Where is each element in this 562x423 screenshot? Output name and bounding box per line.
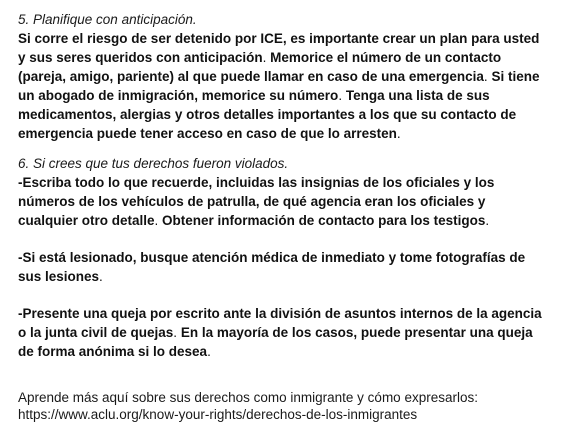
spacer [18, 361, 548, 389]
footer-url-link[interactable]: https://www.aclu.org/know-your-rights/derechos-de-los-inmigrantes [18, 407, 418, 422]
section-6-heading: 6. Si crees que tus derechos fueron violados. [18, 156, 289, 171]
bold-text-segment: Memorice el número de un contacto (pareja, amigo, pariente) al que puede llamar en caso de una emergencia [18, 50, 502, 84]
regular-text-segment: . [173, 325, 181, 340]
regular-text-segment: . [99, 269, 103, 284]
spacer [18, 230, 548, 248]
bold-text-segment: -Presente una queja por escrito ante la división de asuntos internos de la agencia o la junta civil de quejas [18, 306, 542, 340]
footer-line-1: Aprende más aquí sobre sus derechos como inmigrante y cómo expresarlos: [18, 390, 478, 405]
regular-text-segment: . [154, 213, 163, 228]
bold-text-segment: -Escriba todo lo que recuerde, incluidas las insignias de los oficiales y los números de los vehículos de patrulla, de qué agencia eran los oficiales y cualquier otro detalle [18, 175, 495, 228]
regular-text-segment: . [485, 213, 490, 228]
bold-text-segment: Si corre el riesgo de ser detenido por ICE, es importante crear un plan para usted y sus seres queridos con anticipación [18, 31, 540, 65]
regular-text-segment: . [262, 50, 271, 65]
bold-text-segment: Tenga una lista de sus medicamentos, alergias y otros detalles importantes a los que su contacto de emergencia puede tener acceso en caso de que lo arresten [18, 88, 517, 141]
bold-text-segment: -Si está lesionado, busque atención médica de inmediato y tome fotografías de sus lesiones [18, 250, 526, 284]
regular-text-segment: . [483, 69, 492, 84]
regular-text-segment: . [207, 344, 211, 359]
document-page [18, 11, 548, 423]
regular-text-segment: . [338, 88, 346, 103]
bold-text-segment: Obtener información de contacto para los testigos [162, 213, 486, 228]
regular-text-segment: . [396, 126, 401, 141]
section-5-paragraph [18, 29, 548, 143]
section-6-paragraph-2 [18, 248, 548, 286]
section-6-paragraph-1 [18, 173, 548, 230]
section-6-paragraph-3 [18, 304, 548, 361]
bold-text-segment: En la mayoría de los casos, puede presentar una queja de forma anónima si lo desea [18, 325, 533, 359]
footer-text [18, 389, 548, 423]
section-5-heading: 5. Planifique con anticipación. [18, 12, 197, 27]
spacer [18, 143, 548, 155]
bold-text-segment: Si tiene un abogado de inmigración, memorice su número [18, 69, 540, 103]
spacer [18, 286, 548, 304]
